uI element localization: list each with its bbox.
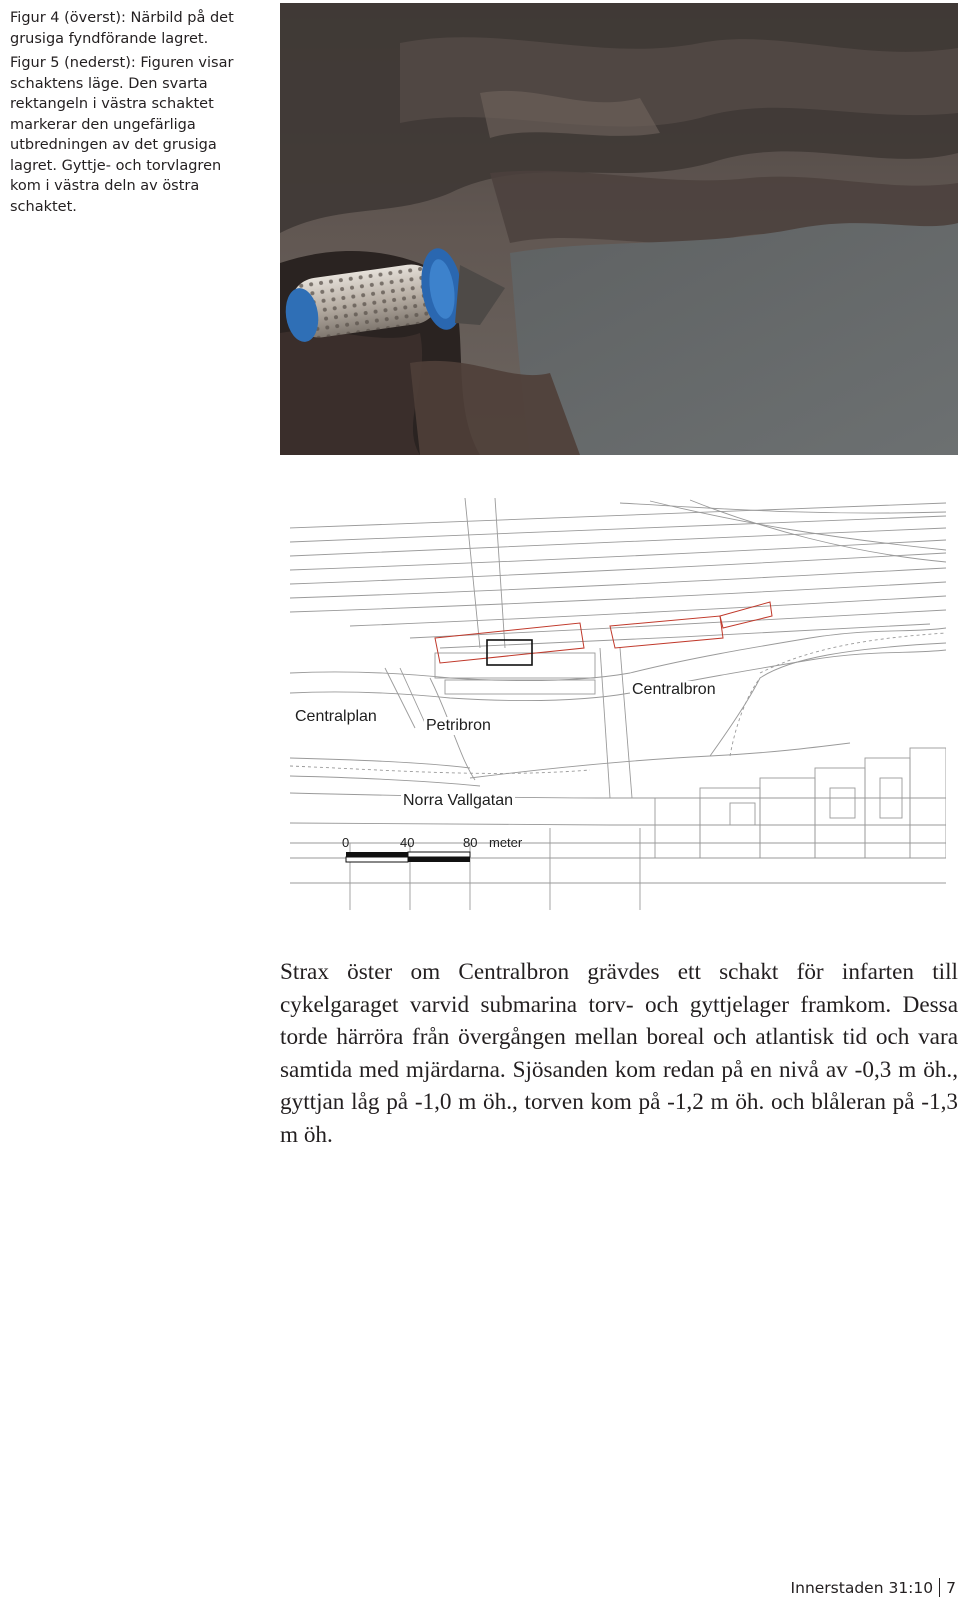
page-footer: [791, 1578, 956, 1597]
body-paragraph: Strax öster om Centralbron grävdes ett schakt för infarten till cykelgaraget varvid submarina torv- och gyttjelager framkom. Dessa torde härröra från övergången mellan boreal och atlantisk tid och vara samtida med mjärdarna. Sjösanden kom redan på en nivå av -0,3 m öh., gyttjan låg på -1,0 m öh., torven kom på -1,2 m öh. och blåleran på -1,3 m öh.: [280, 959, 958, 1148]
page-number: 7: [946, 1579, 956, 1597]
soil-layer-photo: [280, 3, 958, 455]
trench-location-map: [290, 498, 946, 910]
scale-unit: meter: [489, 835, 523, 850]
figure-4-caption: Figur 4 (överst): Närbild på det grusiga fyndförande lagret.: [10, 10, 234, 47]
soil-photo-illustration: [280, 3, 958, 455]
footer-title: Innerstaden 31:10: [790, 1579, 934, 1597]
scale-tick-80: 80: [463, 835, 478, 850]
scale-tick-40: 40: [400, 835, 415, 850]
figure-caption: [10, 8, 255, 217]
map-drawing: [290, 498, 946, 910]
footer-separator: [939, 1578, 940, 1597]
label-norra-vallgatan: Norra Vallgatan: [403, 792, 513, 809]
figure-5-caption: Figur 5 (nederst): Figuren visar schaktens läge. Den svarta rektangeln i västra schaktet markerar den ungefärliga utbredningen av det grusiga lagret. Gyttje- och torvlagren kom i västra deln av östra schaktet.: [10, 55, 234, 215]
label-centralbron: Centralbron: [632, 681, 716, 698]
label-centralplan: Centralplan: [295, 708, 377, 725]
scale-bar: [346, 852, 470, 862]
east-trench-outline: [610, 616, 723, 648]
label-petribron: Petribron: [426, 717, 491, 734]
scale-tick-0: 0: [342, 835, 350, 850]
west-trench-outline: [435, 623, 584, 663]
